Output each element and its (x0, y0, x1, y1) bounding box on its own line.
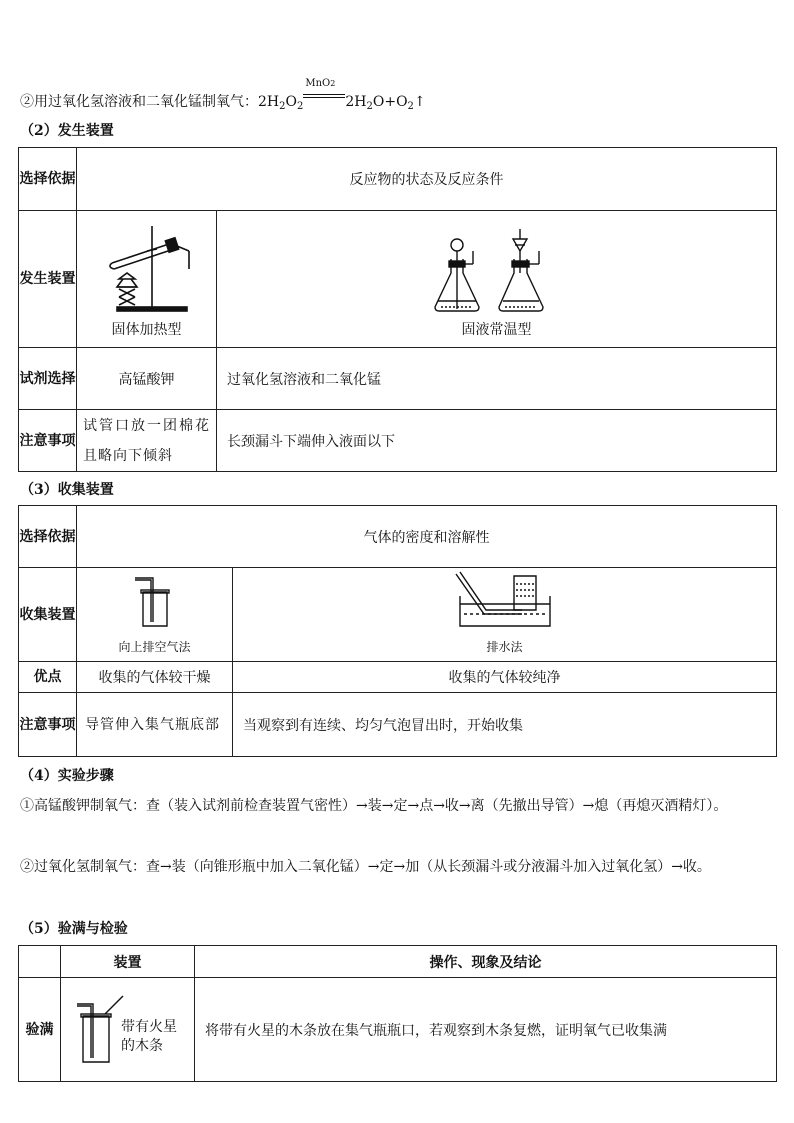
stick-label: 带有火星的木条 (121, 1019, 177, 1054)
col-operation: 操作、现象及结论 (195, 946, 777, 978)
verification-table (18, 945, 777, 1082)
section-5-title: （5）验满与检验 (20, 921, 128, 937)
catalyst-arrow: MnO2 (303, 86, 345, 106)
col-device: 装置 (61, 946, 195, 978)
row-label: 试剂选择 (19, 348, 77, 410)
row-label: 发生装置 (19, 211, 77, 348)
solid-heat-label: 固体加热型 (111, 322, 182, 338)
row-label: 选择依据 (19, 506, 77, 568)
solid-heating-cell (77, 211, 217, 348)
note-a: 试管口放一团棉花且略向下倾斜 (77, 410, 217, 472)
step-2: ②过氧化氢制氧气：查→装（向锥形瓶中加入二氧化锰）→定→加（从长颈漏斗或分液漏斗加入过氧化氢）→收。 (20, 859, 711, 875)
section-4-title: （4）实验步骤 (20, 768, 114, 784)
table-row (19, 506, 777, 568)
row-label: 选择依据 (19, 148, 77, 211)
table-row (19, 148, 777, 211)
solid-heating-apparatus-icon (97, 221, 197, 321)
table-row (19, 662, 777, 693)
basis-value: 气体的密度和溶解性 (77, 506, 777, 568)
table-row (19, 211, 777, 348)
row-label: 验满 (19, 978, 61, 1082)
row-label: 注意事项 (19, 693, 77, 757)
advantage-b: 收集的气体较纯净 (233, 662, 777, 693)
row-label: 收集装置 (19, 568, 77, 662)
table-row (19, 978, 777, 1082)
solid-liquid-cell (217, 211, 777, 348)
section-3-title: （3）收集装置 (20, 482, 114, 498)
reagent-b: 过氧化氢溶液和二氧化锰 (217, 348, 777, 410)
generation-device-table (18, 147, 777, 472)
gas-bottle-with-splint-icon (75, 994, 125, 1066)
row-label: 优点 (19, 662, 77, 693)
intro-equation-line (20, 78, 426, 117)
collection-device-table (18, 505, 777, 757)
table-row (19, 348, 777, 410)
upward-air-displacement-icon (125, 572, 185, 632)
advantage-a: 收集的气体较干燥 (77, 662, 233, 693)
water-displacement-cell (233, 568, 777, 662)
water-displacement-icon (450, 570, 560, 634)
basis-value: 反应物的状态及反应条件 (77, 148, 777, 211)
water-displacement-label: 排水法 (486, 640, 523, 654)
solid-liquid-apparatus-icon (427, 221, 567, 321)
operation-text: 将带有火星的木条放在集气瓶瓶口，若观察到木条复燃，证明氧气已收集满 (195, 978, 777, 1082)
table-row (19, 568, 777, 662)
upward-air-label: 向上排空气法 (118, 640, 191, 654)
intro-text: ②用过氧化氢溶液和二氧化锰制氧气： (20, 94, 258, 110)
equation: $2H_2O_2$ MnO2 $2H_2O+O_2↑$ (258, 78, 426, 112)
solid-liquid-label: 固液常温型 (461, 322, 532, 338)
note-b: 当观察到有连续、均匀气泡冒出时，开始收集 (233, 693, 777, 757)
table-row (19, 410, 777, 472)
reagent-a: 高锰酸钾 (77, 348, 217, 410)
row-label: 注意事项 (19, 410, 77, 472)
step-1: ①高锰酸钾制氧气：查（装入试剂前检查装置气密性）→装→定→点→收→离（先撤出导管）→熄（再熄灭酒精灯）。 (20, 798, 728, 814)
upward-air-cell (77, 568, 233, 662)
table-row (19, 693, 777, 757)
verify-device-cell (61, 978, 195, 1082)
section-2-title: （2）发生装置 (20, 123, 114, 139)
table-row (19, 946, 777, 978)
note-b: 长颈漏斗下端伸入液面以下 (217, 410, 777, 472)
corner-cell (19, 946, 61, 978)
note-a: 导管伸入集气瓶底部 (77, 693, 233, 757)
